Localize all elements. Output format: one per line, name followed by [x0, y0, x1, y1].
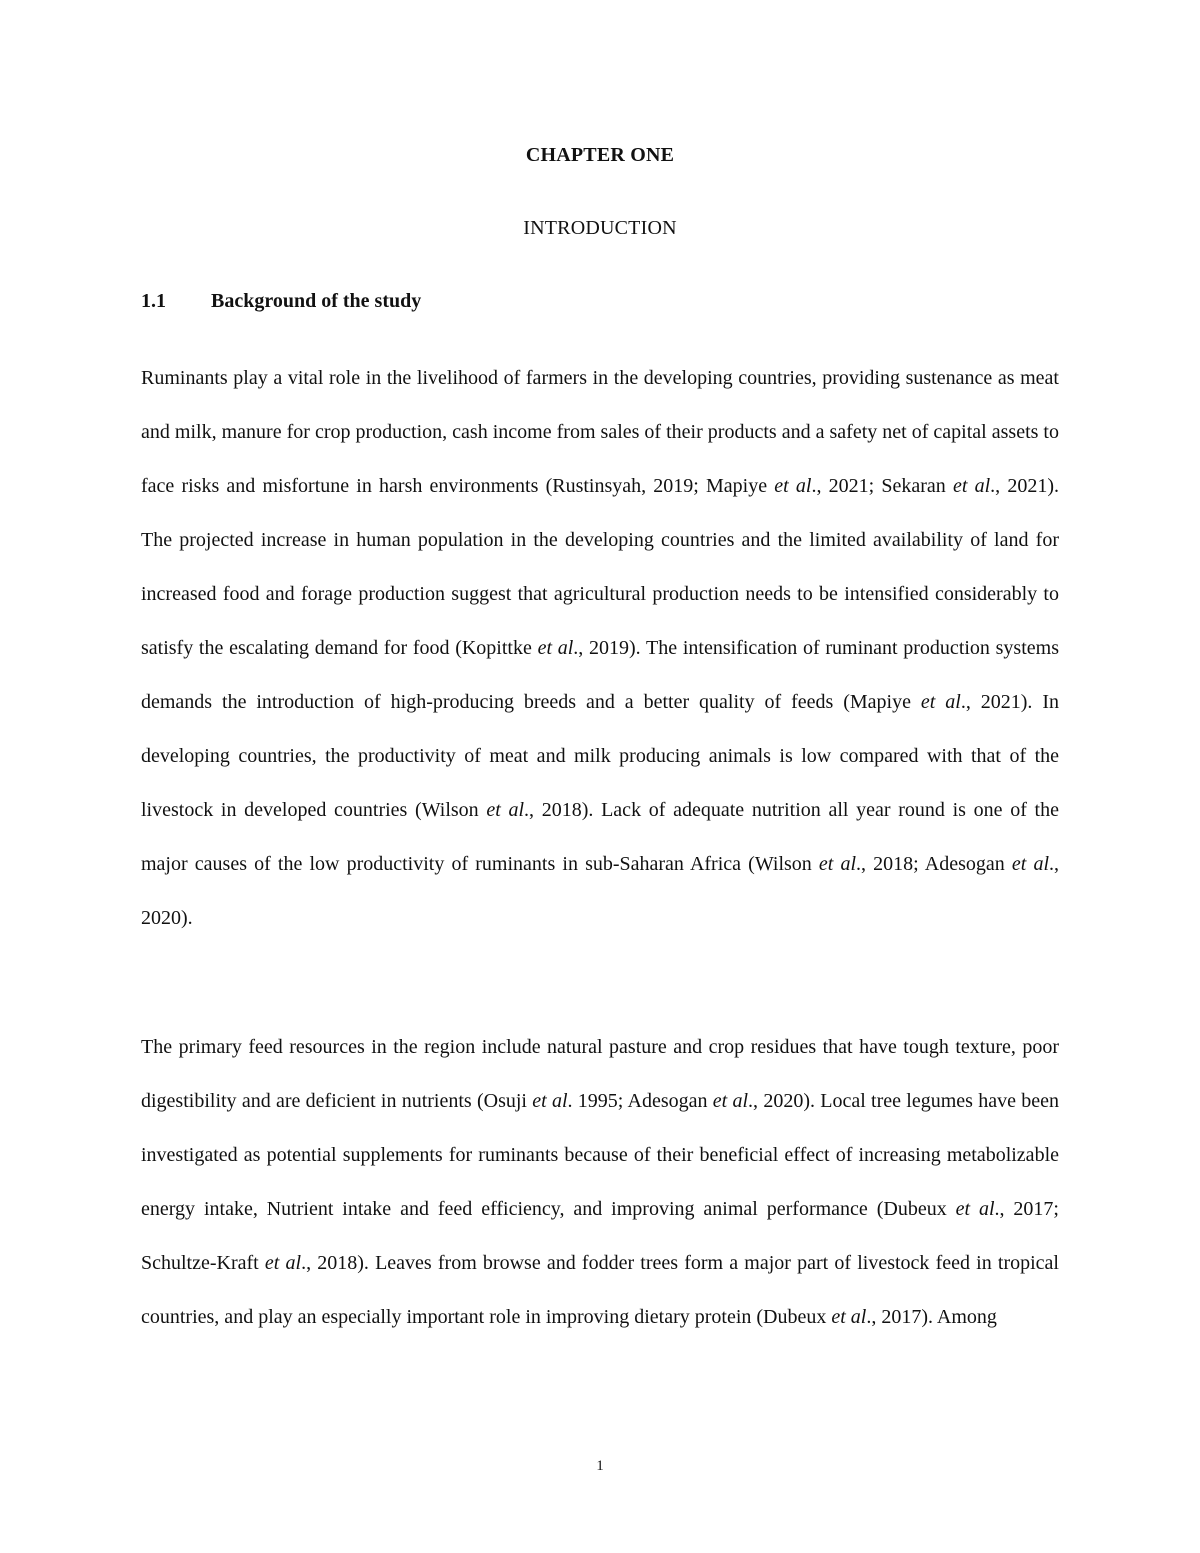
section-title: Background of the study	[211, 290, 422, 312]
text-run: ., 2018; Adesogan	[856, 853, 1012, 875]
text-run: Ruminants play a vital role in the livelihood of farmers in the developing countries, providing sustenance as meat and milk, manure for crop production, cash income from sales of their products and a safety net of capital assets to face risks and misfortune in harsh environments (Rustinsyah, 2019; Mapiye	[141, 367, 1059, 497]
et-al-italic: et al	[486, 799, 525, 821]
text-run: ., 2017). Among	[866, 1306, 997, 1328]
text-run: ., 2020).	[141, 853, 1059, 929]
text-run: ., 2017; Schultze-Kraft	[141, 1198, 1059, 1274]
text-run: ., 2018). Lack of adequate nutrition all year round is one of the major causes of the low productivity of ruminants in sub-Saharan Africa (Wilson	[141, 799, 1059, 875]
et-al-italic: et al	[1011, 853, 1049, 875]
et-al-italic: et al	[831, 1306, 867, 1328]
text-run: . 1995; Adesogan	[567, 1090, 713, 1112]
chapter-title: INTRODUCTION	[523, 217, 677, 239]
section-heading	[141, 290, 1061, 313]
paragraph-background-2	[141, 1020, 1059, 1344]
paragraph-background-1	[141, 351, 1059, 945]
et-al-italic: et al	[712, 1090, 749, 1112]
et-al-italic: et al	[264, 1252, 302, 1274]
text-run: ., 2021). The projected increase in human population in the developing countries and the limited availability of land for increased food and forage production suggest that agricultural production needs to be intensified considerably to satisfy the escalating demand for food (Kopittke	[141, 475, 1059, 659]
text-run: ., 2019). The intensification of ruminant production systems demands the introduction of high-producing breeds and a better quality of feeds (Mapiye	[141, 637, 1059, 713]
section-number: 1.1	[141, 290, 166, 312]
et-al-italic: et al	[920, 691, 961, 713]
et-al-italic: et al	[537, 637, 574, 659]
text-run: The primary feed resources in the region include natural pasture and crop residues that have tough texture, poor digestibility and are deficient in nutrients (Osuji	[141, 1036, 1059, 1112]
text-run: ., 2021; Sekaran	[811, 475, 953, 497]
et-al-italic: et al	[818, 853, 857, 875]
text-run: ., 2018). Leaves from browse and fodder trees form a major part of livestock feed in tropical countries, and play an especially important role in improving dietary protein (Dubeux	[141, 1252, 1059, 1328]
et-al-italic: et al	[955, 1198, 995, 1220]
text-run: ., 2020). Local tree legumes have been investigated as potential supplements for ruminants because of their beneficial effect of increasing metabolizable energy intake, Nutrient intake and feed efficiency, and improving animal performance (Dubeux	[141, 1090, 1059, 1220]
text-run: ., 2021). In developing countries, the productivity of meat and milk producing animals is low compared with that of the livestock in developed countries (Wilson	[141, 691, 1059, 821]
et-al-italic: et al	[952, 475, 991, 497]
chapter-label: CHAPTER ONE	[525, 144, 675, 166]
page-number: 1	[596, 1458, 604, 1474]
et-al-italic: et al	[774, 475, 812, 497]
et-al-italic: et al	[532, 1090, 568, 1112]
